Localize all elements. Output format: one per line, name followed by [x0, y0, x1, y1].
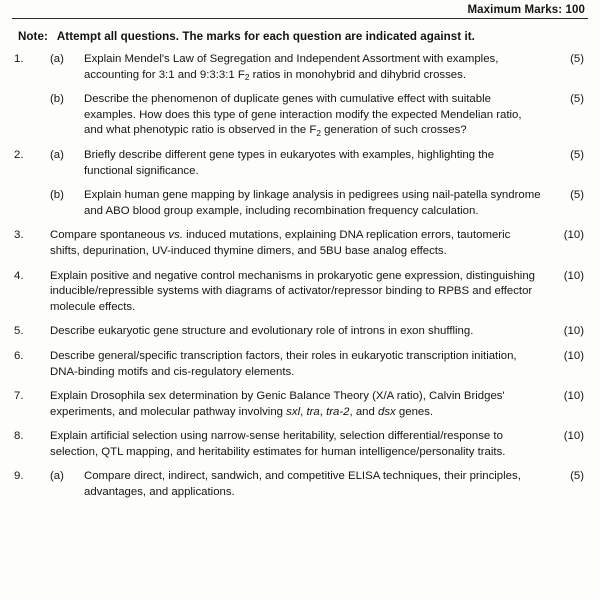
- question-parts: [50, 52, 586, 139]
- question-block: [14, 324, 586, 340]
- question-text: Briefly describe different gene types in eukaryotes with examples, highlighting the functional significance.: [84, 148, 495, 177]
- question-marks: (10): [563, 269, 584, 282]
- question-list: [14, 52, 586, 501]
- question-text: Explain Mendel's Law of Segregation and Independent Assortment with examples, accounting for 3:1 and 9:3:3:1 $F_2$ ratios in monohybrid and dihybrid crosses.: [84, 53, 499, 83]
- question-part-label: (a): [50, 470, 64, 483]
- question-marks: (10): [563, 325, 584, 338]
- question-text: Explain artificial selection using narrow-sense heritability, selection differential/response to selection, QTL mapping, and heritability estimates for human intelligence/personality traits.: [50, 430, 506, 458]
- question-part: [50, 469, 586, 500]
- question-block: [14, 228, 586, 259]
- question-marks: (10): [563, 349, 584, 362]
- question-text: Describe general/specific transcription factors, their roles in eukaryotic transcription initiation, DNA-binding motifs and cis-regulatory elements.: [50, 349, 517, 378]
- question-marks: (10): [563, 229, 584, 242]
- question-parts: [50, 269, 586, 316]
- question-block: [14, 469, 586, 500]
- question-number: 7.: [14, 390, 24, 403]
- question-number: 4.: [14, 269, 24, 282]
- header: [14, 0, 586, 16]
- question-part: [50, 92, 586, 139]
- question-parts: [50, 429, 586, 460]
- question-text: Explain Drosophila sex determination by Genic Balance Theory (X/A ratio), Calvin Bridges' experiments, and molecular pathway involving sxl, tra, tra-2, and dsx genes.: [50, 390, 505, 418]
- question-marks: (5): [570, 53, 584, 65]
- question-block: [14, 148, 586, 219]
- question-part: [50, 349, 586, 380]
- question-part-label: (b): [50, 189, 64, 202]
- question-parts: [50, 324, 586, 340]
- question-marks: (5): [570, 189, 584, 202]
- question-marks: (10): [563, 430, 584, 443]
- question-block: [14, 389, 586, 420]
- question-part: [50, 389, 586, 420]
- question-marks: (5): [570, 148, 584, 161]
- question-text: Explain positive and negative control mechanisms in prokaryotic gene expression, distinguishing inducible/repressible systems with diagrams of activator/repressor binding to RPBS and effector molecule effects.: [50, 269, 536, 313]
- question-number: 6.: [14, 349, 24, 362]
- question-number: 8.: [14, 430, 24, 443]
- question-part-label: (b): [50, 93, 64, 106]
- header-divider: [12, 18, 588, 19]
- question-part: [50, 188, 586, 219]
- question-part: [50, 148, 586, 179]
- question-marks: (10): [563, 390, 584, 403]
- question-part-label: (a): [50, 148, 64, 161]
- question-block: [14, 269, 586, 316]
- question-part: [50, 269, 586, 316]
- question-block: [14, 429, 586, 460]
- question-parts: [50, 469, 586, 500]
- question-marks: (5): [570, 470, 584, 483]
- maximum-marks-label: Maximum Marks: 100: [467, 4, 585, 16]
- question-block: [14, 52, 586, 139]
- question-part: [50, 228, 586, 259]
- question-parts: [50, 148, 586, 219]
- question-block: [14, 349, 586, 380]
- question-number: 1.: [14, 53, 24, 65]
- question-text: Compare direct, indirect, sandwich, and competitive ELISA techniques, their principles, advantages, and applications.: [84, 470, 521, 499]
- question-number: 5.: [14, 325, 24, 338]
- question-number: 2.: [14, 148, 24, 161]
- note-label: Note:: [18, 30, 48, 43]
- question-part: [50, 52, 586, 83]
- question-parts: [50, 349, 586, 380]
- question-marks: (5): [570, 93, 584, 106]
- question-text: Explain human gene mapping by linkage analysis in pedigrees using nail-patella syndrome and ABO blood group example, including recombination frequency calculation.: [84, 189, 541, 217]
- note-text: Attempt all questions. The marks for each question are indicated against it.: [56, 30, 475, 43]
- question-text: Describe eukaryotic gene structure and evolutionary role of introns in exon shuffling.: [50, 325, 474, 338]
- question-parts: [50, 389, 586, 420]
- note-line: [18, 30, 586, 43]
- question-text: Describe the phenomenon of duplicate genes with cumulative effect with suitable examples. How does this type of gene interaction modify the expected Mendelian ratio, and what phenotypic ratio is observed in the $F_2$ generation of such crosses?: [84, 93, 522, 138]
- question-parts: [50, 228, 586, 259]
- question-number: 3.: [14, 229, 24, 242]
- question-number: 9.: [14, 470, 24, 483]
- question-part: [50, 429, 586, 460]
- question-text: Compare spontaneous vs. induced mutations, explaining DNA replication errors, tautomeric shifts, depurination, UV-induced thymine dimers, and 5BU base analog effects.: [50, 229, 511, 257]
- question-part: [50, 324, 586, 340]
- question-part-label: (a): [50, 53, 64, 65]
